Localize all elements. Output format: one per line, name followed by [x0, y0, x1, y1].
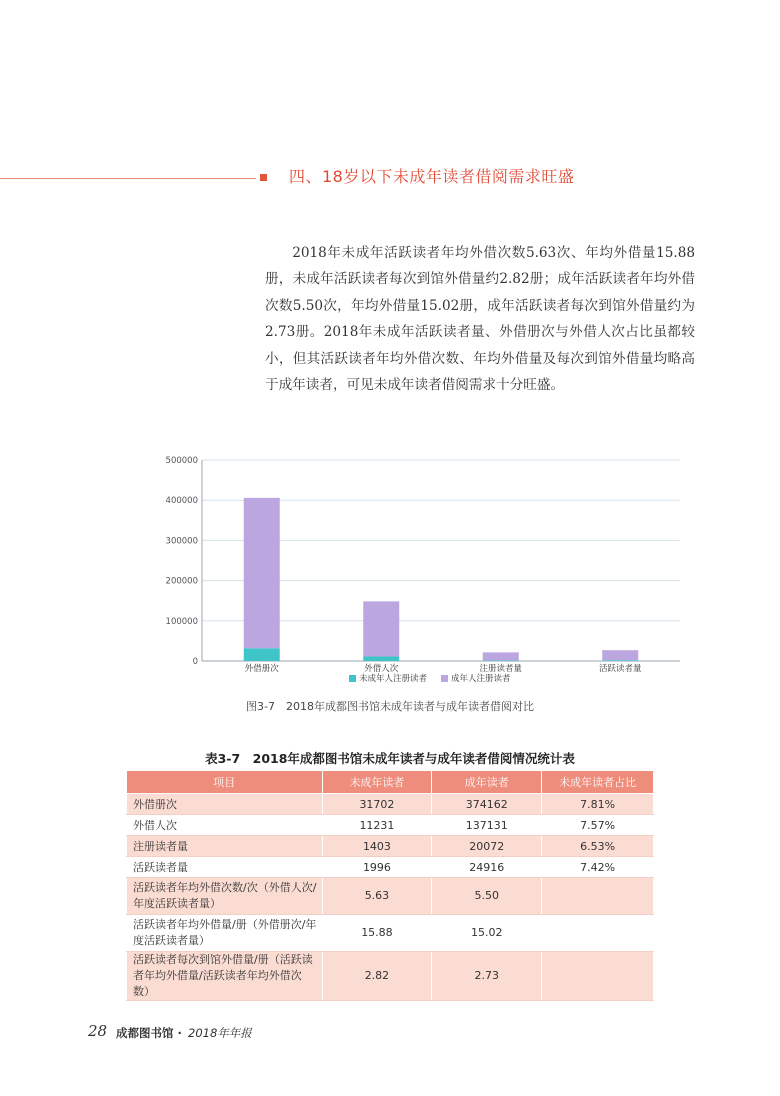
- section-heading: 四、18岁以下未成年读者借阅需求旺盛: [289, 167, 575, 186]
- table-row: [127, 815, 654, 836]
- row-minor: 31702: [322, 794, 432, 815]
- legend-swatch: [441, 675, 448, 682]
- table-row: [127, 857, 654, 878]
- y-tick-label: 400000: [165, 496, 198, 507]
- footer-report-title: 2018年年报: [188, 1026, 252, 1040]
- row-label: 外借人次: [127, 815, 323, 836]
- row-ratio: [542, 915, 654, 952]
- chart-legend: [349, 673, 511, 684]
- row-minor: 2.82: [322, 952, 432, 1001]
- row-ratio: 6.53%: [542, 836, 654, 857]
- borrowing-comparison-chart: [160, 452, 700, 692]
- page-number: 28: [88, 1022, 108, 1040]
- row-minor: 1403: [322, 836, 432, 857]
- bar-minor-2: [483, 660, 519, 661]
- row-label: 活跃读者年均外借次数/次（外借人次/年度活跃读者量）: [127, 878, 323, 915]
- row-label: 活跃读者年均外借量/册（外借册次/年度活跃读者量）: [127, 915, 323, 952]
- y-tick-label: 0: [192, 657, 198, 667]
- bar-adult-1: [363, 601, 399, 656]
- x-category-label: 注册读者量: [479, 664, 523, 674]
- x-category-label: 外借人次: [364, 664, 399, 674]
- y-tick-labels: [166, 456, 198, 667]
- bar-minor-3: [602, 660, 638, 661]
- row-adult: 2.73: [432, 952, 542, 1001]
- row-label: 外借册次: [127, 794, 323, 815]
- row-minor: 15.88: [322, 915, 432, 952]
- row-adult: 15.02: [432, 915, 542, 952]
- bar-minor-1: [363, 656, 399, 661]
- y-tick-label: 300000: [165, 536, 198, 547]
- legend-label: 成年人注册读者: [451, 674, 511, 684]
- bar-adult-0: [244, 498, 280, 648]
- heading-bullet-icon: [260, 174, 267, 181]
- table-title: 表3-7 2018年成都图书馆未成年读者与成年读者借阅情况统计表: [205, 751, 575, 766]
- x-category-label: 外借册次: [244, 664, 279, 674]
- x-category-labels: [245, 663, 642, 674]
- figure-caption: 图3-7 2018年成都图书馆未成年读者与成年读者借阅对比: [246, 700, 534, 713]
- row-ratio: 7.42%: [542, 857, 654, 878]
- row-adult: 20072: [432, 836, 542, 857]
- table-row: [127, 794, 654, 815]
- header-item: 项目: [127, 771, 323, 794]
- row-minor: 1996: [322, 857, 432, 878]
- chart-bars: [244, 498, 639, 661]
- bar-adult-2: [483, 652, 519, 660]
- row-ratio: 7.81%: [542, 794, 654, 815]
- table-row: [127, 915, 654, 952]
- table-row: [127, 878, 654, 915]
- row-label: 活跃读者每次到馆外借量/册（活跃读者年均外借量/活跃读者年均外借次数）: [127, 952, 323, 1001]
- y-tick-label: 500000: [165, 456, 198, 466]
- table-row: [127, 836, 654, 857]
- row-adult: 5.50: [432, 878, 542, 915]
- x-category-label: 活跃读者量: [598, 664, 642, 674]
- heading-rule: [0, 178, 256, 179]
- row-ratio: [542, 878, 654, 915]
- footer-library-name: 成都图书馆 ·: [116, 1026, 182, 1040]
- table-row: [127, 952, 654, 1001]
- y-tick-label: 100000: [165, 616, 198, 627]
- row-label: 活跃读者量: [127, 857, 323, 878]
- bar-adult-3: [602, 650, 638, 660]
- legend-label: 未成年人注册读者: [359, 674, 428, 684]
- statistics-table: [126, 770, 654, 1001]
- header-adult: 成年读者: [432, 771, 542, 794]
- table-header-row: [127, 771, 654, 794]
- row-ratio: 7.57%: [542, 815, 654, 836]
- header-ratio: 未成年读者占比: [542, 771, 654, 794]
- y-tick-label: 200000: [165, 576, 198, 587]
- bar-minor-0: [244, 648, 280, 661]
- body-paragraph: 2018年未成年活跃读者年均外借次数5.63次、年均外借量15.88册，未成年活跃读者每次到馆外借量约2.82册；成年活跃读者年均外借次数5.50次，年均外借量15.02册，成年活跃读者每次到馆外借量约为2.73册。2018年未成年活跃读者量、外借册次与外借人次占比虽都较小，但其活跃读者年均外借次数、年均外借量及每次到馆外借量均略高于成年读者，可见未成年读者借阅需求十分旺盛。: [265, 245, 695, 394]
- row-adult: 374162: [432, 794, 542, 815]
- row-adult: 24916: [432, 857, 542, 878]
- row-ratio: [542, 952, 654, 1001]
- legend-swatch: [349, 675, 356, 682]
- row-minor: 11231: [322, 815, 432, 836]
- row-minor: 5.63: [322, 878, 432, 915]
- row-label: 注册读者量: [127, 836, 323, 857]
- header-minor: 未成年读者: [322, 771, 432, 794]
- row-adult: 137131: [432, 815, 542, 836]
